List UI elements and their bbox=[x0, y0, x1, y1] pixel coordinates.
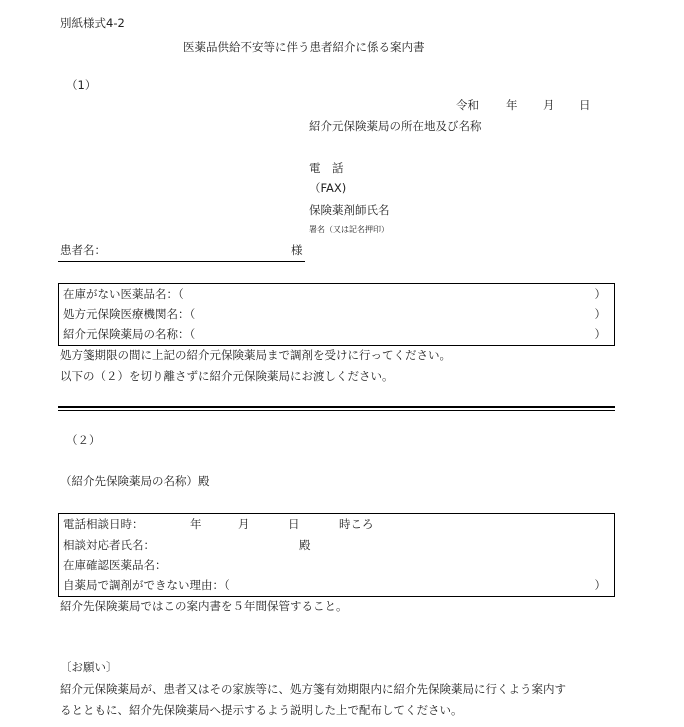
section1-label: （1） bbox=[66, 78, 97, 92]
page-title: 医薬品供給不安等に伴う患者紹介に係る案内書 bbox=[183, 40, 425, 54]
consultation-box bbox=[58, 513, 615, 597]
fax-label: （FAX) bbox=[309, 181, 347, 195]
patient-name-underline bbox=[58, 261, 305, 262]
reason-label: 自薬局で調剤ができない理由：（ bbox=[63, 578, 230, 592]
phone-label: 電 話 bbox=[309, 161, 344, 175]
consult-month: 月 bbox=[238, 517, 250, 531]
patient-name-label: 患者名： bbox=[60, 243, 106, 257]
referral-info-box bbox=[58, 283, 615, 346]
instruction-note-1: 処方箋期限の間に上記の紹介元保険薬局まで調剤を受けに行ってください。 bbox=[60, 348, 451, 362]
prescribing-institution-close: ） bbox=[594, 307, 606, 321]
request-line-2: るとともに、紹介先保険薬局へ提示するよう説明した上で配布してください。 bbox=[60, 703, 463, 717]
referring-pharmacy-label: 紹介元保険薬局の名称：（ bbox=[63, 327, 196, 341]
addressee-line: （紹介先保険薬局の名称）殿 bbox=[60, 474, 210, 488]
reason-close: ） bbox=[594, 578, 606, 592]
pharmacist-name-label: 保険薬剤師氏名 bbox=[309, 203, 390, 217]
stock-check-label: 在庫確認医薬品名： bbox=[63, 558, 167, 572]
consult-year: 年 bbox=[190, 517, 202, 531]
prescribing-institution-label: 処方元保険医療機関名：（ bbox=[63, 307, 196, 321]
request-heading: 〔お願い〕 bbox=[60, 660, 118, 674]
consult-time: 時ころ bbox=[339, 517, 374, 531]
stock-check-row bbox=[63, 558, 606, 572]
date-month: 月 bbox=[543, 98, 555, 112]
consult-datetime-row bbox=[63, 517, 606, 531]
signature-note: 署名（又は記名押印） bbox=[309, 225, 389, 234]
issuer-address-label: 紹介元保険薬局の所在地及び名称 bbox=[309, 119, 482, 133]
responder-row bbox=[63, 538, 606, 552]
responder-honorific: 殿 bbox=[299, 538, 311, 552]
cut-line-bottom bbox=[58, 410, 615, 411]
section2-label: （２） bbox=[66, 433, 101, 447]
referring-pharmacy-row bbox=[63, 327, 606, 341]
consult-datetime-label: 電話相談日時： bbox=[63, 517, 144, 531]
missing-drug-close: ） bbox=[594, 287, 606, 301]
instruction-note-2: 以下の（２）を切り離さずに紹介元保険薬局にお渡しください。 bbox=[60, 369, 394, 383]
patient-honorific: 様 bbox=[291, 243, 303, 257]
cut-line-top bbox=[58, 406, 615, 408]
missing-drug-label: 在庫がない医薬品名：（ bbox=[63, 287, 184, 301]
request-line-1: 紹介元保険薬局が、患者又はその家族等に、処方箋有効期限内に紹介先保険薬局に行くよう案内す bbox=[60, 682, 566, 696]
prescribing-institution-row bbox=[63, 307, 606, 321]
date-year: 年 bbox=[506, 98, 518, 112]
date-era: 令和 bbox=[456, 98, 479, 112]
form-id: 別紙様式4-2 bbox=[60, 16, 125, 30]
date-day: 日 bbox=[579, 98, 591, 112]
retention-note: 紹介先保険薬局ではこの案内書を５年間保管すること。 bbox=[60, 599, 348, 613]
referring-pharmacy-close: ） bbox=[594, 327, 606, 341]
missing-drug-row bbox=[63, 287, 606, 301]
responder-label: 相談対応者氏名： bbox=[63, 538, 155, 552]
reason-row bbox=[63, 578, 606, 592]
consult-day: 日 bbox=[288, 517, 300, 531]
